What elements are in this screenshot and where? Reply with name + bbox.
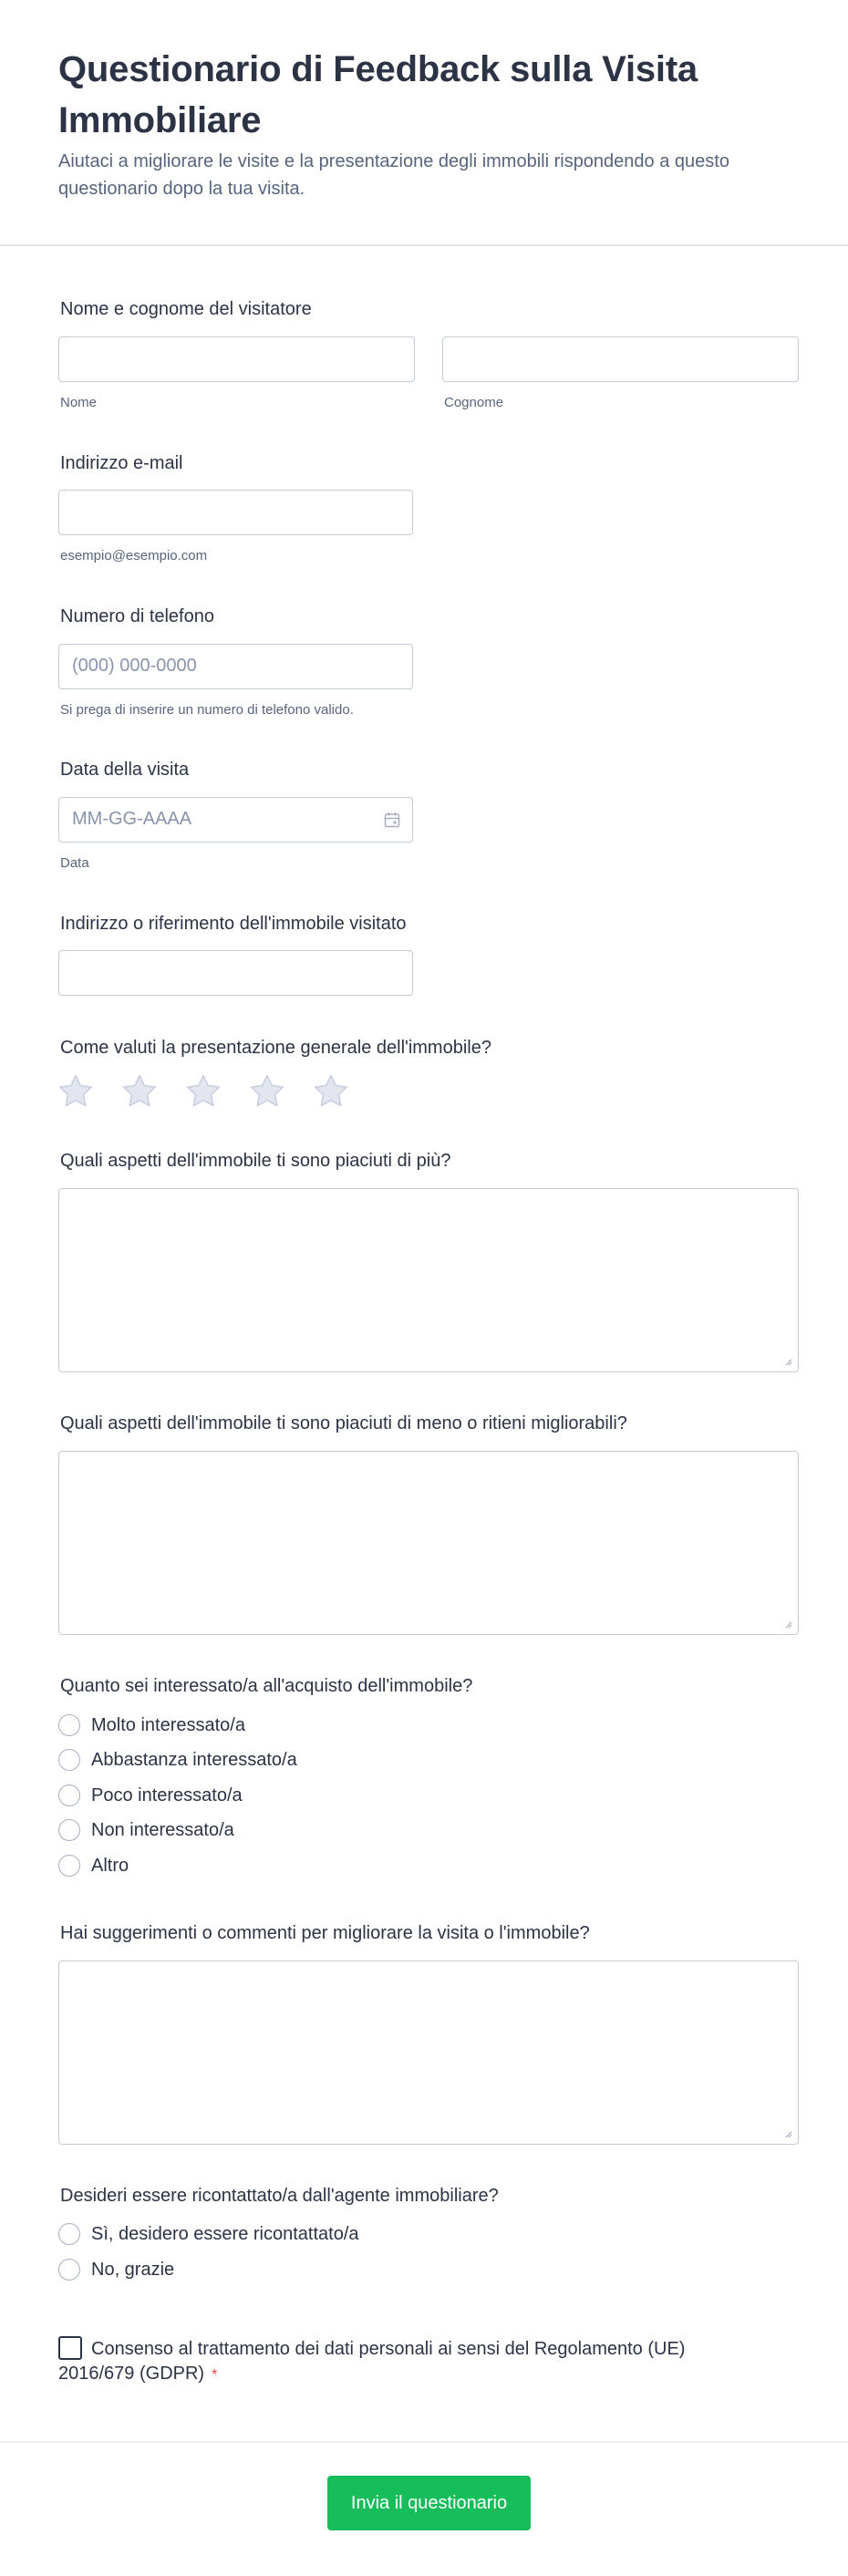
star-icon[interactable]: [185, 1073, 222, 1110]
visit-date-sublabel: Data: [60, 855, 89, 871]
interest-option[interactable]: [58, 1818, 234, 1842]
option-label: No, grazie: [91, 2260, 175, 2280]
disliked-label: Quali aspetti dell'immobile ti sono piaciuti di meno o ritieni migliorabili?: [60, 1413, 627, 1433]
radio-button[interactable]: [58, 1714, 80, 1736]
submit-button[interactable]: Invia il questionario: [327, 2476, 531, 2530]
radio-button[interactable]: [58, 1749, 80, 1771]
question-email: [58, 450, 182, 476]
question-visit-date: [58, 757, 189, 782]
phone-input[interactable]: (000) 000-0000: [58, 644, 413, 689]
calendar-icon[interactable]: [384, 812, 400, 828]
interest-option[interactable]: [58, 1854, 129, 1878]
name-label: Nome e cognome del visitatore: [60, 299, 312, 319]
question-disliked: [58, 1411, 627, 1436]
form-header: [0, 0, 848, 246]
question-rating: [58, 1035, 491, 1060]
radio-button[interactable]: [58, 2223, 80, 2245]
resize-grip-icon[interactable]: [783, 1619, 792, 1629]
phone-label: Numero di telefono: [60, 606, 214, 626]
star-icon[interactable]: [313, 1073, 349, 1110]
property-input[interactable]: [58, 950, 413, 996]
consent-text: Consenso al trattamento dei dati personali ai sensi del Regolamento (UE) 2016/679 (GDPR): [58, 2339, 686, 2384]
question-name: [58, 296, 312, 322]
question-suggestions: [58, 1920, 590, 1946]
email-label: Indirizzo e-mail: [60, 453, 183, 473]
interest-option[interactable]: [58, 1784, 243, 1807]
contact-label: Desideri essere ricontattato/a dall'agente immobiliare?: [60, 2186, 499, 2206]
last-name-input[interactable]: [442, 336, 799, 382]
option-label: Molto interessato/a: [91, 1715, 245, 1735]
radio-button[interactable]: [58, 2259, 80, 2281]
option-label: Sì, desidero essere ricontattato/a: [91, 2224, 359, 2244]
suggestions-label: Hai suggerimenti o commenti per migliorare la visita o l'immobile?: [60, 1923, 590, 1943]
last-name-sublabel: Cognome: [444, 395, 504, 410]
question-liked: [58, 1148, 451, 1174]
resize-grip-icon[interactable]: [783, 1357, 792, 1366]
liked-label: Quali aspetti dell'immobile ti sono piaciuti di più?: [60, 1151, 451, 1171]
star-icon[interactable]: [249, 1073, 285, 1110]
interest-option[interactable]: [58, 1713, 245, 1737]
liked-textarea[interactable]: [58, 1188, 799, 1372]
radio-button[interactable]: [58, 1855, 80, 1877]
email-sublabel: esempio@esempio.com: [60, 548, 208, 564]
required-asterisk: *: [212, 2367, 218, 2383]
visit-date-placeholder: MM-GG-AAAA: [72, 809, 192, 829]
star-icon[interactable]: [121, 1073, 158, 1110]
star-icon[interactable]: [57, 1073, 94, 1110]
radio-button[interactable]: [58, 1785, 80, 1806]
rating-label: Come valuti la presentazione generale dell'immobile?: [60, 1038, 491, 1058]
visit-date-label: Data della visita: [60, 760, 190, 780]
radio-button[interactable]: [58, 1819, 80, 1841]
question-phone: [58, 604, 214, 629]
property-label: Indirizzo o riferimento dell'immobile visitato: [60, 914, 407, 934]
email-input[interactable]: [58, 490, 413, 535]
consent-checkbox[interactable]: [58, 2336, 82, 2360]
interest-label: Quanto sei interessato/a all'acquisto dell'immobile?: [60, 1676, 473, 1696]
page-subtitle: Aiutaci a migliorare le visite e la presentazione degli immobili rispondendo a questo questionario dopo la tua visita.: [58, 151, 729, 199]
footer-divider: [0, 2441, 848, 2443]
first-name-input[interactable]: [58, 336, 415, 382]
contact-option[interactable]: [58, 2258, 174, 2281]
first-name-sublabel: Nome: [60, 395, 98, 410]
interest-option[interactable]: [58, 1748, 297, 1772]
disliked-textarea[interactable]: [58, 1451, 799, 1635]
question-contact: [58, 2183, 499, 2209]
question-interest: [58, 1673, 472, 1699]
option-label: Abbastanza interessato/a: [91, 1750, 297, 1770]
visit-date-input[interactable]: [58, 797, 413, 843]
suggestions-textarea[interactable]: [58, 1960, 799, 2145]
question-property: [58, 911, 407, 936]
option-label: Poco interessato/a: [91, 1785, 243, 1805]
consent-field: [58, 2336, 715, 2386]
contact-option[interactable]: [58, 2222, 359, 2246]
resize-grip-icon[interactable]: [783, 2129, 792, 2138]
star-rating: [57, 1073, 349, 1110]
page-title: Questionario di Feedback sulla Visita Immobiliare: [58, 49, 698, 140]
option-label: Non interessato/a: [91, 1820, 234, 1840]
option-label: Altro: [91, 1856, 129, 1876]
phone-sublabel: Si prega di inserire un numero di telefono valido.: [60, 702, 354, 718]
